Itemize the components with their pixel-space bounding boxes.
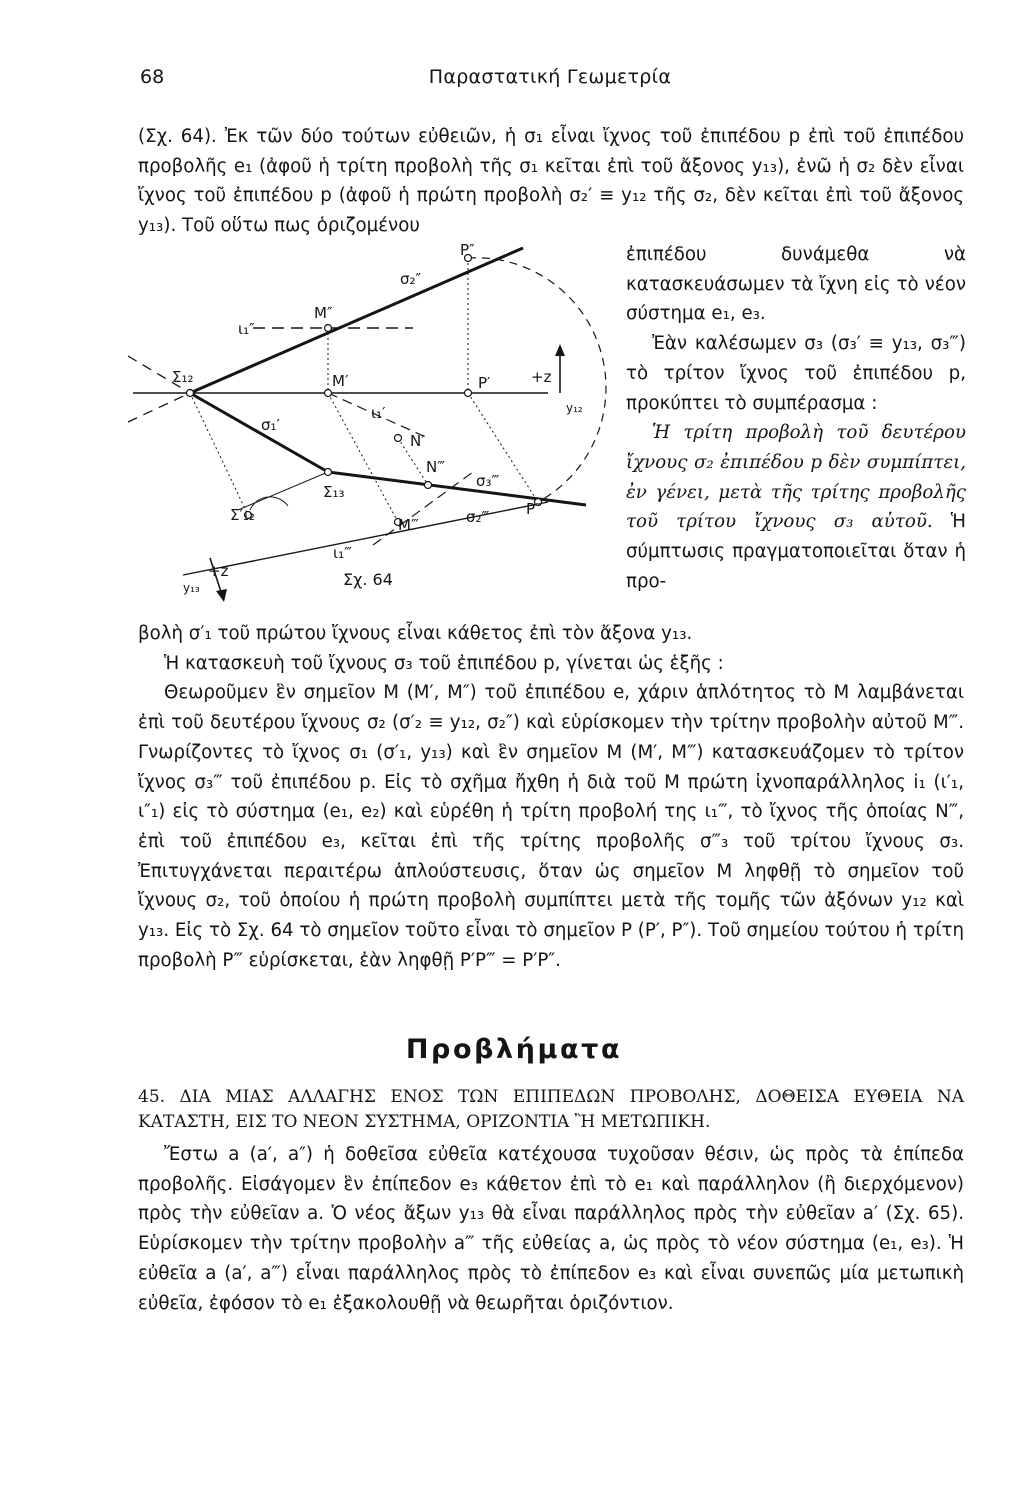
right-p1: ἐπιπέδου δυνάμεθα νὰ κατασκευάσωμεν τὰ ἴχνη εἰς τὸ νέον σύστημα e₁, e₃. [626, 244, 966, 325]
arrow-head-top [555, 344, 565, 356]
right-column [626, 240, 966, 596]
label-M3: M‴ [398, 516, 419, 534]
running-title: Παραστατική Γεωμετρία [428, 66, 672, 88]
label-M2: M″ [314, 304, 333, 322]
arrow-head-bottom [216, 589, 227, 602]
point-M1 [325, 390, 332, 397]
label-iota1-2: ι₁″ [238, 320, 255, 338]
label-plusz-bottom: +z [208, 562, 229, 580]
right-p2: Ἐὰν καλέσωμεν σ₃ (σ₃′ ≡ y₁₃, σ₃‴) τὸ τρίτον ἴχνος τοῦ ἐπιπέδου p, προκύπτει τὸ συμπέρασμα : [626, 333, 966, 414]
page-number: 68 [140, 66, 165, 88]
right-p3-rest: Ἡ σύμπτωσις πραγματοποιεῖται ὅταν ἡ προ- [626, 511, 966, 592]
label-N1: N′ [410, 432, 425, 450]
label-plusz-top: +z [531, 368, 552, 386]
line-sigma1-1 [190, 393, 328, 472]
label-iota1-1: ι₁′ [371, 404, 386, 422]
label-sigma1-1: σ₁′ [261, 416, 280, 434]
right-p3 [626, 418, 966, 596]
label-sigma2-2: σ₂″ [400, 270, 422, 288]
point-Sigma12 [187, 390, 194, 397]
line-sigma3-3 [328, 472, 586, 505]
intro-text: (Σχ. 64). Ἐκ τῶν δύο τούτων εὐθειῶν, ἡ σ₁ εἶναι ἴχνος τοῦ ἐπιπέδου p ἐπὶ τοῦ ἐπιπέδου προβολῆς e₁ (ἀφοῦ ἡ τρίτη προβολὴ τῆς σ₁ κεῖται ἐπὶ τοῦ ἄξονος y₁₃), ἐνῶ ἡ σ₂ δὲν εἶναι ἴχνος τοῦ ἐπιπέδου p (ἀφοῦ ἡ πρώτη προβολὴ σ₂′ ≡ y₁₂ τῆς σ₂, δὲν κεῖται ἐπὶ τοῦ ἄξονος y₁₃). Τοῦ οὕτω πως ὁριζομένου [138, 126, 964, 237]
point-M2 [325, 325, 332, 332]
label-M1: M′ [332, 372, 349, 390]
label-iota1-3: ι₁‴ [333, 544, 352, 562]
problem-body [138, 1140, 964, 1318]
label-Sigma12: Σ₁₂ [172, 368, 194, 386]
point-N1 [395, 435, 402, 442]
continuation [138, 619, 964, 975]
angle-arc [250, 497, 288, 510]
label-N3: N‴ [426, 458, 446, 476]
label-Sigma13: Σ₁₃ [323, 483, 345, 501]
dash-extension-b [128, 393, 190, 422]
problem-title: 45. ΔΙΑ ΜΙΑΣ ΑΛΛΑΓΗΣ ΕΝΟΣ ΤΩΝ ΕΠΙΠΕΔΩΝ ΠΡΟΒΟΛΗΣ, ΔΟΘΕΙΣΑ ΕΥΘΕΙΑ ΝΑ ΚΑΤΑΣΤΗ, ΕΙΣ ΤΟ ΝΕΟΝ ΣΥΣΤΗΜΑ, ΟΡΙΖΟΝΤΙΑ Ἢ ΜΕΤΩΠΙΚΗ. [138, 1087, 964, 1132]
point-Sigma13 [325, 469, 332, 476]
cont-p3: Θεωροῦμεν ἓν σημεῖον M (M′, M″) τοῦ ἐπιπέδου e, χάριν ἁπλότητος τὸ M λαμβάνεται ἐπὶ τοῦ δευτέρου ἴχνους σ₂ (σ′₂ ≡ y₁₂, σ₂″) καὶ εὑρίσκομεν τὴν τρίτην προβολὴν αὐτοῦ M‴. Γνωρίζοντες τὸ ἴχνος σ₁ (σ′₁, y₁₃) καὶ ἓν σημεῖον M (M′, M‴) κατασκευάζομεν τὸ τρίτον ἴχνος σ₃‴ τοῦ ἐπιπέδου p. Εἰς τὸ σχῆμα ἤχθη ἡ διὰ τοῦ M πρώτη ἰχνοπαράλληλος i₁ (ι′₁, ι″₁) εἰς τὸ σύστημα (e₁, e₂) καὶ εὑρέθη ἡ τρίτη προβολή της ι₁‴, τὸ ἴχνος τῆς ὁποίας N‴, ἐπὶ τοῦ ἐπιπέδου e₃, κεῖται ἐπὶ τῆς τρίτης προβολῆς σ‴₃ τοῦ τρίτου ἴχνους σ₃. Ἐπιτυγχάνεται περαιτέρω ἁπλούστευσις, ὅταν ὡς σημεῖον M ληφθῇ τὸ σημεῖον τοῦ ἴχνους σ₂, τοῦ ὁποίου ἡ πρώτη προβολὴ συμπίπτει μετὰ τῆς τομῆς τῶν ἀξόνων y₁₂ καὶ y₁₃. Εἰς τὸ Σχ. 64 τὸ σημεῖον τοῦτο εἶναι τὸ σημεῖον P (P′, P″). Τοῦ σημείου τούτου ἡ τρίτη προβολὴ P‴ εὑρίσκεται, ἐὰν ληφθῇ P′P‴ = P′P″. [138, 682, 964, 971]
label-sigma2-3: σ₂‴ [466, 508, 490, 526]
point-N3 [425, 482, 432, 489]
section-heading: Προβλήματα [405, 1034, 623, 1065]
point-P1 [465, 390, 472, 397]
page-header [140, 66, 960, 94]
figure-caption: Σχ. 64 [343, 570, 393, 589]
label-P3: P‴ [526, 500, 543, 518]
label-sigma3-3: σ₃‴ [476, 472, 500, 490]
line-Sigma13 [238, 472, 328, 510]
cont-p1: βολὴ σ′₁ τοῦ πρώτου ἴχνους εἶναι κάθετος ἐπὶ τὸν ἄξονα y₁₃. [138, 623, 693, 644]
label-y13: y₁₃ [183, 581, 200, 595]
label-P2: P″ [460, 241, 475, 259]
proj-M3 [328, 393, 398, 522]
figure-64 [128, 240, 620, 610]
label-Sigma12b: Σ′₁₂ [230, 506, 255, 524]
label-P1: P′ [478, 374, 491, 392]
label-y12: y₁₂ [566, 401, 583, 415]
cont-p2: Ἡ κατασκευὴ τοῦ ἴχνους σ₃ τοῦ ἐπιπέδου p, γίνεται ὡς ἑξῆς : [164, 652, 724, 674]
intro-paragraph [138, 122, 964, 241]
right-p3-italic: Ἡ τρίτη προβολὴ τοῦ δευτέρου ἴχνους σ₂ ἐπιπέδου p δὲν συμπίπτει, ἐν γένει, μετὰ τῆς τρίτης προβολῆς τοῦ τρίτου ἴχνους σ₃ αὐτοῦ. [626, 422, 966, 533]
problem-text: Ἔστω a (a′, a″) ἡ δοθεῖσα εὐθεῖα κατέχουσα τυχοῦσαν θέσιν, ὡς πρὸς τὰ ἐπίπεδα προβολῆς. Εἰσάγομεν ἓν ἐπίπεδον e₃ κάθετον ἐπὶ τὸ e₁ καὶ παράλληλον (ἢ διερχόμενον) πρὸς τὴν εὐθεῖαν a. Ὁ νέος ἄξων y₁₃ θὰ εἶναι παράλληλος πρὸς τὴν εὐθεῖαν a′ (Σχ. 65). Εὑρίσκομεν τὴν τρίτην προβολὴν a‴ τῆς εὐθείας a, ὡς πρὸς τὸ νέον σύστημα (e₁, e₃). Ἡ εὐθεῖα a (a′, a‴) εἶναι παράλληλος πρὸς τὸ ἐπίπεδον e₃ καὶ εἶναι συνεπῶς μία μετωπικὴ εὐθεῖα, ἐφόσον τὸ e₁ ἐξακολουθῇ νὰ θεωρῆται ὁριζόντιον. [138, 1144, 964, 1314]
